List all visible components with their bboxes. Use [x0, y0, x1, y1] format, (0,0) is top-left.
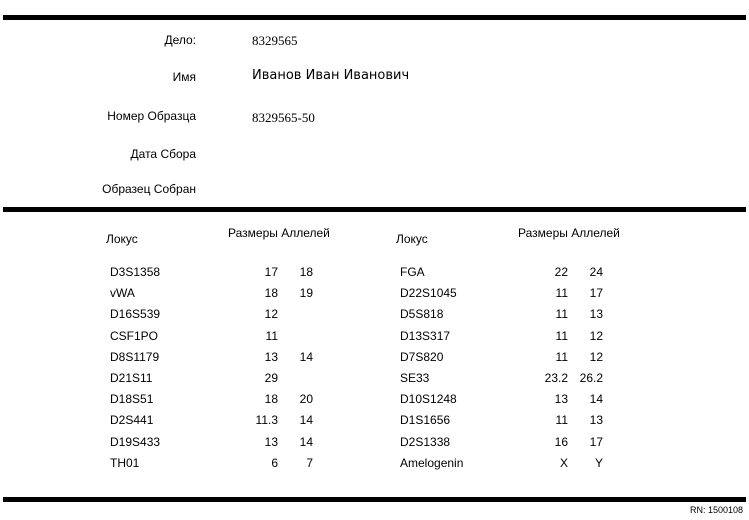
allele-2: 24: [589, 265, 603, 279]
name-value: Иванов Иван Иванович: [252, 68, 410, 83]
locus-name: D3S1358: [110, 265, 161, 279]
collected-by-label: Образец Собран: [102, 182, 196, 196]
case-label: Дело:: [164, 33, 196, 47]
allele-2: Y: [594, 455, 603, 470]
allele-2: 26.2: [579, 371, 603, 385]
allele-2: 19: [299, 286, 313, 301]
allele-2: 17: [589, 286, 603, 301]
allele-1: 18: [264, 286, 278, 301]
allele-1: 12: [264, 307, 278, 322]
allele-2: 14: [589, 392, 603, 407]
locus-name: D18S51: [110, 392, 154, 407]
top-rule: [3, 15, 746, 20]
allele-2: 13: [589, 307, 603, 322]
allele-header-right: Размеры Аллелей: [518, 226, 620, 240]
allele-1: X: [559, 455, 568, 470]
allele-1: 6: [271, 455, 278, 470]
allele-2: 17: [589, 434, 603, 449]
allele-1: 11: [265, 328, 278, 343]
report-number: RN: 1500108: [689, 505, 743, 515]
allele-1: 23.2: [544, 371, 568, 385]
allele-1: 13: [554, 392, 568, 407]
locus-name: CSF1PO: [110, 328, 159, 343]
locus-header-left: Локус: [106, 232, 138, 246]
allele-2: 12: [589, 349, 603, 364]
sample-number-label: Номер Образца: [107, 109, 196, 123]
locus-header-right: Локус: [396, 232, 428, 246]
case-value: 8329565: [252, 33, 298, 48]
allele-2: 12: [589, 328, 603, 343]
locus-name: D10S1248: [400, 392, 457, 407]
sample-number-value: 8329565-50: [252, 110, 315, 125]
allele-1: 18: [264, 392, 278, 407]
locus-name: D13S317: [400, 328, 451, 343]
allele-1: 11: [555, 307, 568, 322]
allele-1: 11: [555, 328, 568, 343]
allele-2: 7: [306, 455, 313, 470]
allele-1: 22: [554, 265, 568, 279]
allele-1: 16: [554, 434, 568, 449]
locus-name: vWA: [110, 286, 135, 301]
allele-1: 11: [555, 349, 568, 364]
allele-1: 13: [264, 434, 278, 449]
locus-name: D16S539: [110, 307, 161, 322]
allele-header-left: Размеры Аллелей: [228, 226, 330, 240]
allele-2: 18: [299, 265, 313, 279]
middle-rule: [3, 207, 746, 212]
allele-1: 13: [264, 349, 278, 364]
collection-date-label: Дата Сбора: [130, 147, 196, 161]
locus-name: D2S1338: [400, 434, 451, 449]
allele-2: 13: [589, 413, 603, 428]
allele-1: 17: [264, 265, 278, 279]
locus-name: D2S441: [110, 413, 154, 428]
locus-name: Amelogenin: [400, 455, 464, 470]
allele-1: 29: [264, 371, 278, 385]
locus-name: D19S433: [110, 434, 161, 449]
locus-name: D21S11: [110, 371, 153, 385]
locus-name: TH01: [110, 455, 140, 470]
name-label: Имя: [172, 70, 196, 84]
locus-name: D5S818: [400, 307, 444, 322]
locus-name: D22S1045: [400, 286, 457, 301]
allele-1: 11: [555, 286, 568, 301]
locus-name: SE33: [400, 371, 430, 385]
locus-name: FGA: [400, 265, 425, 279]
allele-2: 14: [299, 349, 313, 364]
locus-name: D8S1179: [110, 349, 160, 364]
allele-2: 20: [299, 392, 313, 407]
allele-2: 14: [299, 413, 313, 428]
allele-2: 14: [299, 434, 313, 449]
locus-name: D1S1656: [400, 413, 451, 428]
bottom-rule: [3, 497, 746, 502]
allele-1: 11: [555, 413, 568, 428]
locus-name: D7S820: [400, 349, 444, 364]
allele-1: 11.3: [255, 413, 278, 428]
